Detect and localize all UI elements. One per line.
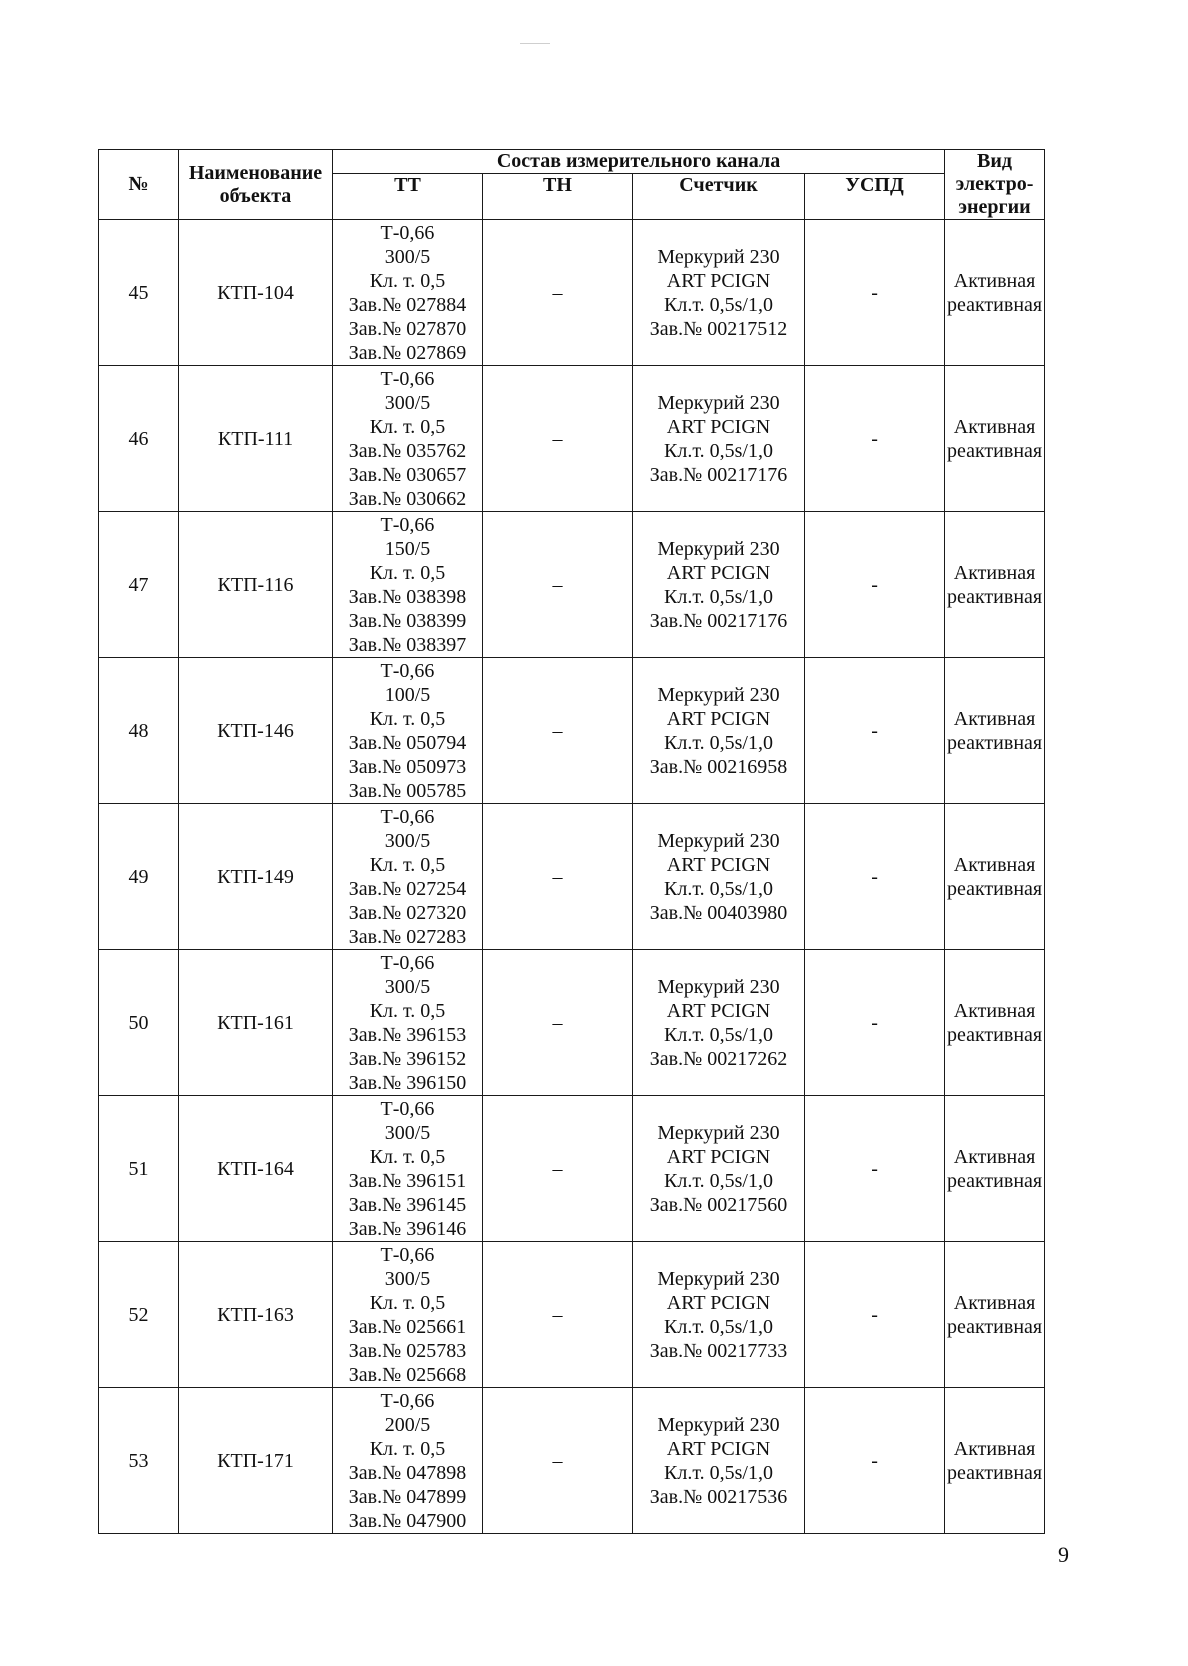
uspd-cell: - [805, 658, 945, 804]
header-tn: ТН [483, 174, 633, 220]
tt-line: Т-0,66 [380, 805, 435, 828]
tt-line: Кл. т. 0,5 [369, 853, 446, 876]
energy-line: реактивная [946, 1461, 1043, 1484]
meter-line: Меркурий 230 [657, 391, 780, 414]
tt-cell [333, 658, 483, 804]
tn-cell: – [483, 366, 633, 512]
meter-line: Меркурий 230 [657, 829, 780, 852]
tt-line: Т-0,66 [380, 513, 435, 536]
tt-line: Зав.№ 027870 [348, 317, 467, 340]
tn-cell: – [483, 1388, 633, 1534]
tn-cell: – [483, 804, 633, 950]
energy-line: реактивная [946, 439, 1043, 462]
meter-line: Кл.т. 0,5s/1,0 [664, 1169, 773, 1192]
meter-line: Меркурий 230 [657, 683, 780, 706]
tn-cell: – [483, 1096, 633, 1242]
meter-line: ART PCIGN [666, 1291, 771, 1314]
header-energy-line2: электро- [955, 173, 1034, 195]
header-energy-line3: энергии [958, 196, 1031, 218]
meter-cell [633, 658, 805, 804]
header-energy-line1: Вид [977, 150, 1013, 172]
meter-cell [633, 1096, 805, 1242]
meter-line: Меркурий 230 [657, 245, 780, 268]
table-header [99, 150, 1045, 220]
tt-line: Кл. т. 0,5 [369, 1437, 446, 1460]
meter-line: Меркурий 230 [657, 975, 780, 998]
energy-line: реактивная [946, 1169, 1043, 1192]
meter-line: ART PCIGN [666, 707, 771, 730]
tn-cell: – [483, 950, 633, 1096]
meter-cell [633, 804, 805, 950]
object-name: КТП-163 [179, 1242, 333, 1388]
object-name: КТП-116 [179, 512, 333, 658]
energy-cell [945, 804, 1045, 950]
tt-line: Зав.№ 005785 [348, 779, 467, 802]
tt-line: Зав.№ 038399 [348, 609, 467, 632]
tt-cell [333, 804, 483, 950]
uspd-cell: - [805, 1096, 945, 1242]
header-number: № [99, 150, 179, 220]
energy-line: Активная [953, 999, 1036, 1022]
meter-line: Зав.№ 00217536 [649, 1485, 788, 1508]
object-name: КТП-111 [179, 366, 333, 512]
tt-line: Т-0,66 [380, 1389, 435, 1412]
object-name: КТП-149 [179, 804, 333, 950]
energy-cell [945, 1096, 1045, 1242]
header-meter: Счетчик [633, 174, 805, 220]
row-number: 50 [99, 950, 179, 1096]
meter-line: ART PCIGN [666, 1145, 771, 1168]
table-row [99, 1242, 1045, 1388]
row-number: 48 [99, 658, 179, 804]
header-object-name-line2: объекта [219, 184, 292, 207]
tt-line: Кл. т. 0,5 [369, 561, 446, 584]
tt-line: Зав.№ 025783 [348, 1339, 467, 1362]
tt-line: Зав.№ 027283 [348, 925, 467, 948]
row-number: 53 [99, 1388, 179, 1534]
energy-cell [945, 512, 1045, 658]
tt-line: 150/5 [384, 537, 431, 560]
meter-line: ART PCIGN [666, 269, 771, 292]
tt-line: Зав.№ 050794 [348, 731, 467, 754]
tt-line: 300/5 [384, 975, 431, 998]
object-name: КТП-104 [179, 220, 333, 366]
meter-line: Кл.т. 0,5s/1,0 [664, 1461, 773, 1484]
table-row [99, 1096, 1045, 1242]
energy-line: реактивная [946, 731, 1043, 754]
meter-line: Меркурий 230 [657, 1121, 780, 1144]
tn-cell: – [483, 220, 633, 366]
table-body [99, 220, 1045, 1534]
meter-cell [633, 220, 805, 366]
uspd-cell: - [805, 512, 945, 658]
tt-line: 300/5 [384, 1267, 431, 1290]
meter-line: Кл.т. 0,5s/1,0 [664, 439, 773, 462]
tn-cell: – [483, 1242, 633, 1388]
energy-line: реактивная [946, 877, 1043, 900]
meter-line: ART PCIGN [666, 853, 771, 876]
uspd-cell: - [805, 220, 945, 366]
meter-cell [633, 512, 805, 658]
table-row [99, 220, 1045, 366]
meter-cell [633, 950, 805, 1096]
tt-line: Т-0,66 [380, 367, 435, 390]
meter-line: Зав.№ 00403980 [649, 901, 788, 924]
energy-cell [945, 950, 1045, 1096]
energy-cell [945, 366, 1045, 512]
tt-line: Т-0,66 [380, 1243, 435, 1266]
tt-cell [333, 366, 483, 512]
uspd-cell: - [805, 1388, 945, 1534]
tt-line: Зав.№ 396153 [348, 1023, 467, 1046]
meter-line: ART PCIGN [666, 415, 771, 438]
tt-line: Зав.№ 047899 [348, 1485, 467, 1508]
object-name: КТП-164 [179, 1096, 333, 1242]
row-number: 46 [99, 366, 179, 512]
energy-line: Активная [953, 1291, 1036, 1314]
energy-line: Активная [953, 707, 1036, 730]
row-number: 45 [99, 220, 179, 366]
table-row [99, 1388, 1045, 1534]
meter-line: Кл.т. 0,5s/1,0 [664, 731, 773, 754]
tt-cell [333, 512, 483, 658]
tt-line: Зав.№ 025661 [348, 1315, 467, 1338]
tt-line: Зав.№ 050973 [348, 755, 467, 778]
tt-cell [333, 1096, 483, 1242]
row-number: 51 [99, 1096, 179, 1242]
tt-line: Зав.№ 396150 [348, 1071, 467, 1094]
tt-line: Зав.№ 027884 [348, 293, 467, 316]
meter-line: Зав.№ 00217512 [649, 317, 788, 340]
meter-line: ART PCIGN [666, 561, 771, 584]
row-number: 49 [99, 804, 179, 950]
energy-line: реактивная [946, 585, 1043, 608]
tt-line: Кл. т. 0,5 [369, 707, 446, 730]
meter-line: Зав.№ 00216958 [649, 755, 788, 778]
energy-line: Активная [953, 853, 1036, 876]
tt-line: 300/5 [384, 1121, 431, 1144]
uspd-cell: - [805, 804, 945, 950]
tt-cell [333, 950, 483, 1096]
meter-line: Зав.№ 00217262 [649, 1047, 788, 1070]
meter-line: Меркурий 230 [657, 537, 780, 560]
tt-line: Кл. т. 0,5 [369, 1291, 446, 1314]
tt-cell [333, 220, 483, 366]
tt-line: 300/5 [384, 391, 431, 414]
energy-line: Активная [953, 1437, 1036, 1460]
meter-line: Зав.№ 00217560 [649, 1193, 788, 1216]
tt-line: Зав.№ 025668 [348, 1363, 467, 1386]
tt-line: Т-0,66 [380, 1097, 435, 1120]
header-object-name [179, 150, 333, 220]
energy-line: реактивная [946, 293, 1043, 316]
tt-line: Зав.№ 396146 [348, 1217, 467, 1240]
tt-line: 300/5 [384, 829, 431, 852]
energy-cell [945, 1388, 1045, 1534]
tt-line: Кл. т. 0,5 [369, 999, 446, 1022]
uspd-cell: - [805, 950, 945, 1096]
tt-line: Зав.№ 030657 [348, 463, 467, 486]
header-channel-group: Состав измерительного канала [333, 150, 945, 174]
tn-cell: – [483, 658, 633, 804]
tt-line: 300/5 [384, 245, 431, 268]
tt-line: Зав.№ 035762 [348, 439, 467, 462]
tt-cell [333, 1388, 483, 1534]
energy-line: Активная [953, 415, 1036, 438]
energy-line: Активная [953, 561, 1036, 584]
meter-line: ART PCIGN [666, 999, 771, 1022]
energy-cell [945, 1242, 1045, 1388]
tn-cell: – [483, 512, 633, 658]
tt-line: Зав.№ 038398 [348, 585, 467, 608]
tt-line: Кл. т. 0,5 [369, 269, 446, 292]
scan-artifact [520, 43, 550, 44]
row-number: 47 [99, 512, 179, 658]
meter-cell [633, 1242, 805, 1388]
meter-line: Кл.т. 0,5s/1,0 [664, 877, 773, 900]
object-name: КТП-171 [179, 1388, 333, 1534]
header-energy-type [945, 150, 1045, 220]
tt-line: Зав.№ 047898 [348, 1461, 467, 1484]
tt-line: Зав.№ 396151 [348, 1169, 467, 1192]
tt-line: 100/5 [384, 683, 431, 706]
tt-line: Зав.№ 030662 [348, 487, 467, 510]
tt-line: Зав.№ 027320 [348, 901, 467, 924]
meter-cell [633, 1388, 805, 1534]
tt-line: Зав.№ 027254 [348, 877, 467, 900]
energy-line: Активная [953, 269, 1036, 292]
tt-line: 200/5 [384, 1413, 431, 1436]
table-row [99, 804, 1045, 950]
header-object-name-line1: Наименование [188, 161, 323, 184]
table-row [99, 658, 1045, 804]
meter-line: Меркурий 230 [657, 1267, 780, 1290]
meter-line: ART PCIGN [666, 1437, 771, 1460]
header-uspd: УСПД [805, 174, 945, 220]
energy-line: Активная [953, 1145, 1036, 1168]
tt-line: Кл. т. 0,5 [369, 1145, 446, 1168]
energy-line: реактивная [946, 1023, 1043, 1046]
row-number: 52 [99, 1242, 179, 1388]
meter-line: Зав.№ 00217176 [649, 609, 788, 632]
meter-line: Зав.№ 00217176 [649, 463, 788, 486]
measurement-channel-table [98, 149, 1045, 1534]
energy-line: реактивная [946, 1315, 1043, 1338]
tt-line: Кл. т. 0,5 [369, 415, 446, 438]
tt-line: Т-0,66 [380, 659, 435, 682]
tt-line: Т-0,66 [380, 951, 435, 974]
header-tt: ТТ [333, 174, 483, 220]
table-row [99, 512, 1045, 658]
meter-line: Зав.№ 00217733 [649, 1339, 788, 1362]
energy-cell [945, 658, 1045, 804]
object-name: КТП-146 [179, 658, 333, 804]
uspd-cell: - [805, 366, 945, 512]
tt-cell [333, 1242, 483, 1388]
energy-cell [945, 220, 1045, 366]
object-name: КТП-161 [179, 950, 333, 1096]
meter-line: Кл.т. 0,5s/1,0 [664, 293, 773, 316]
tt-line: Зав.№ 038397 [348, 633, 467, 656]
tt-line: Зав.№ 396152 [348, 1047, 467, 1070]
meter-line: Кл.т. 0,5s/1,0 [664, 585, 773, 608]
page-number: 9 [1058, 1542, 1069, 1567]
tt-line: Зав.№ 047900 [348, 1509, 467, 1532]
table-row [99, 950, 1045, 1096]
meter-cell [633, 366, 805, 512]
meter-line: Кл.т. 0,5s/1,0 [664, 1023, 773, 1046]
meter-line: Кл.т. 0,5s/1,0 [664, 1315, 773, 1338]
table-row [99, 366, 1045, 512]
meter-line: Меркурий 230 [657, 1413, 780, 1436]
tt-line: Зав.№ 396145 [348, 1193, 467, 1216]
tt-line: Т-0,66 [380, 221, 435, 244]
tt-line: Зав.№ 027869 [348, 341, 467, 364]
uspd-cell: - [805, 1242, 945, 1388]
